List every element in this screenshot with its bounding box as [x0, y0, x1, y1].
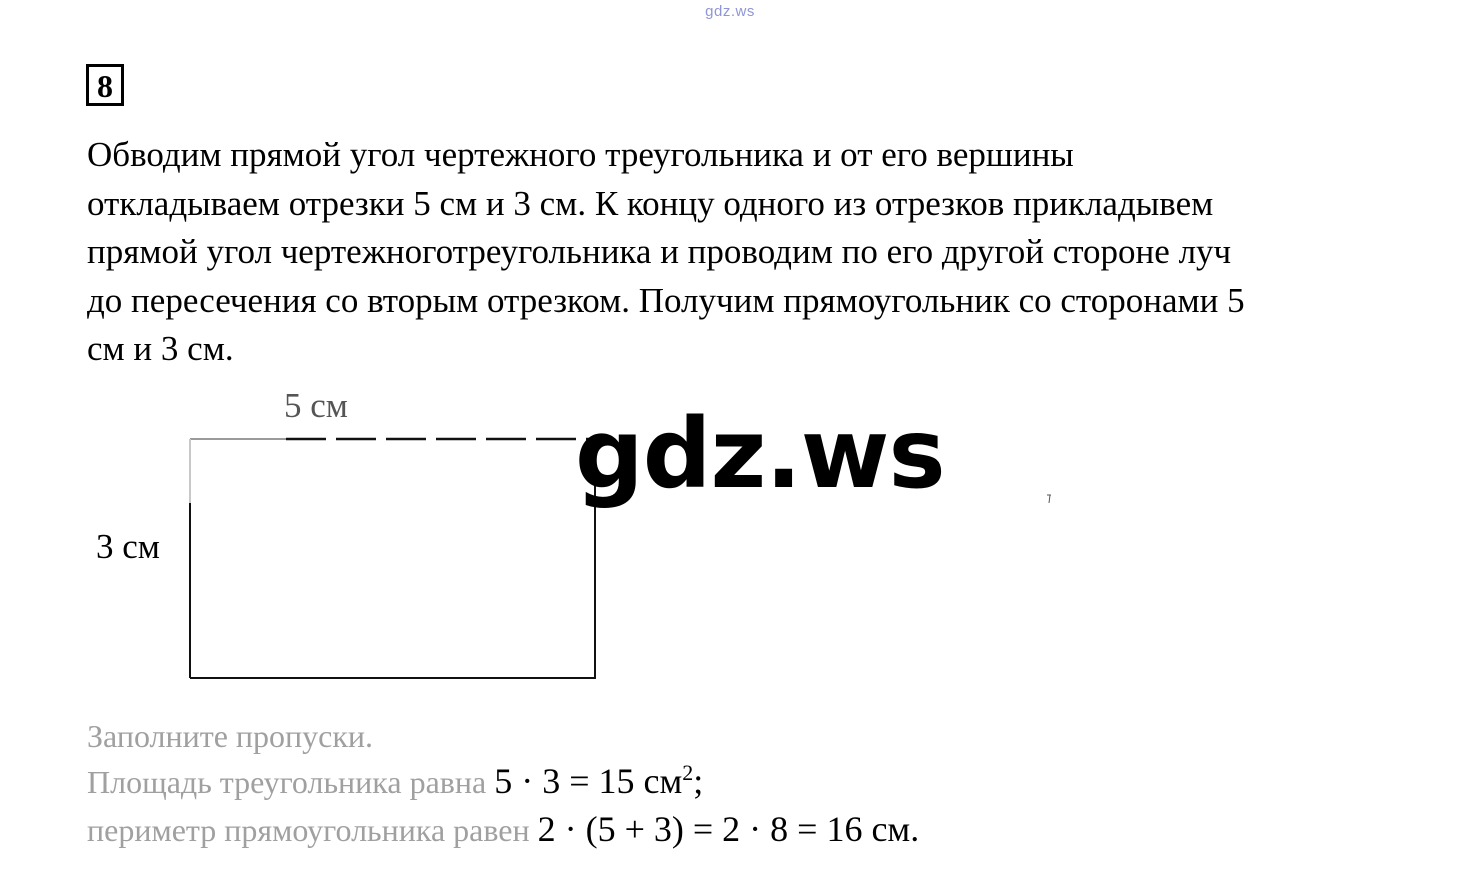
watermark-top: gdz.ws: [705, 3, 755, 20]
area-answer: [494, 761, 703, 801]
paragraph-line: откладываем отрезки 5 см и 3 см. К концу одного из отрезков прикладывем: [87, 183, 1214, 223]
paragraph-line: до пересечения со вторым отрезком. Получим прямоугольник со сторонами 5: [87, 280, 1245, 320]
area-line: [87, 760, 703, 802]
side-label-5cm: 5 см: [284, 386, 348, 425]
side-label-3cm: 3 см: [96, 527, 160, 566]
watermark-logo: gdz.ws: [575, 398, 945, 510]
paragraph-line: см и 3 см.: [87, 329, 234, 368]
stray-pen-mark: [1046, 494, 1052, 504]
paragraph-line: Обводим прямой угол чертежного треугольника и от его вершины: [87, 135, 1074, 174]
instruction-text: Заполните пропуски.: [87, 718, 374, 754]
perimeter-answer: 2 · (5 + 3) = 2 · 8 = 16 см.: [537, 809, 920, 849]
area-prefix: Площадь треугольника равна: [87, 764, 487, 800]
paragraph-line: прямой угол чертежноготреугольника и проводим по его другой стороне луч: [87, 232, 1232, 271]
rectangle-drawing: [186, 433, 600, 683]
area-unit-exponent: 2: [682, 760, 694, 785]
perimeter-line: [87, 808, 919, 850]
perimeter-prefix: периметр прямоугольника равен: [87, 812, 530, 848]
area-answer-value: 5 · 3 = 15 см: [494, 761, 683, 801]
task-number-box: 8: [86, 64, 124, 106]
solution-paragraph: [87, 131, 1397, 374]
area-suffix: ;: [693, 761, 704, 801]
